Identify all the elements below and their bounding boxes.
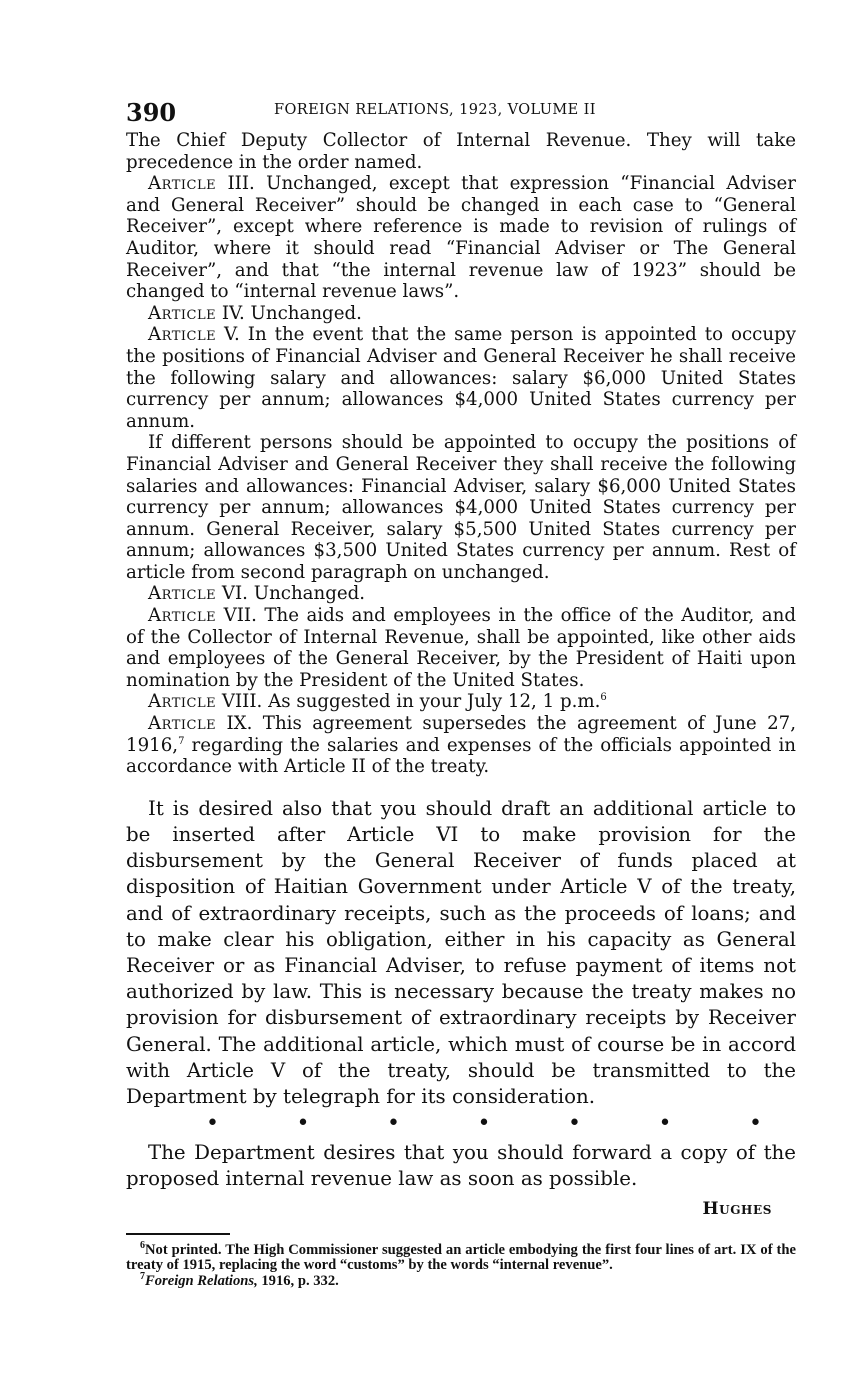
article-iv-paragraph [126,303,796,325]
dot: • [568,1111,581,1137]
footnote-text: 1916, p. 332. [257,1272,339,1289]
footnote-6 [126,1239,796,1274]
running-head: FOREIGN RELATIONS, 1923, VOLUME II [274,102,596,118]
footnote-marker: 7 [178,735,185,747]
paragraph: If different persons should be appointed to occupy the positions of Financial Adviser and General Receiver they shall receive the following salaries and allowances: Financial Adviser, salary $6,000 United States currency per annum; allowances $4,000 United States currency per annum. General Receiver, salary $5,500 United States currency per annum; allowances $3,500 United States currency per annum. Rest of article from second paragraph on unchanged. [126,432,796,583]
article-text: V. In the event that the same person is appointed to occupy the positions of Financial Adviser and General Receiver he shall receive the following salary and allowances: salary $6,000 United States currency per annum; allowances $4,000 United States currency per annum. [126,324,796,432]
footnote-divider [126,1233,230,1235]
article-text: IX. This agreement supersedes the agreement of June 27, 1916, [126,713,796,756]
document-page [126,96,796,1289]
dot: • [658,1111,672,1137]
dot: • [296,1111,310,1137]
article-vii-paragraph [126,605,796,691]
article-text: VI. Unchanged. [216,583,366,605]
article-label: Article [148,691,217,713]
instruction-body [126,796,796,1193]
article-text: IV. Unchanged. [216,302,362,324]
article-label: Article [148,302,217,324]
paragraph: The Chief Deputy Collector of Internal Revenue. They will take precedence in the order named. [126,130,796,173]
article-label: Article [148,605,217,627]
footnote-7 [126,1270,796,1290]
article-label: Article [148,583,217,605]
telegram-body [126,130,796,778]
dot: • [749,1111,762,1137]
article-text: III. Unchanged, except that expression “Financial Adviser and General Receiver” should be changed in each case to “General Receiver”, except where reference is made to revision of rulings of Auditor, where it should read “Financial Adviser or The General Receiver”, and that “the internal revenue law of 1923” should be changed to “internal revenue laws”. [126,173,796,303]
article-label: Article [148,713,217,735]
article-iii-paragraph [126,173,796,303]
article-vi-paragraph [126,583,796,605]
paragraph: It is desired also that you should draft an additional article to be inserted after Article VI to make provision for the disbursement by the General Receiver of funds placed at disposition of Haitian Government under Article V of the treaty, and of extraordinary receipts, such as the proceeds of loans; and to make clear his obligation, either in his capacity as General Receiver or as Financial Adviser, to refuse payment of items not authorized by law. This is necessary because the treaty makes no provision for disbursement of extraordinary receipts by Receiver General. The additional article, which must of course be in accord with Article V of the treaty, should be transmitted to the Department by telegraph for its consideration. [126,796,796,1109]
footnote-mark: 6 [140,1239,145,1251]
article-viii-paragraph [126,691,796,713]
footnote-title: Foreign Relations, [145,1272,258,1289]
article-text: VII. The aids and employees in the office of the Auditor, and of the Collector of Internal Revenue, shall be appointed, like other aids and employees of the General Receiver, by the President of Haiti upon nomination by the President of the United States. [126,605,796,691]
article-ix-paragraph [126,713,796,778]
article-v-paragraph [126,324,796,432]
article-label: Article [148,324,217,346]
footnote-mark: 7 [140,1270,145,1282]
dot: • [206,1111,219,1137]
article-text: VIII. As suggested in your July 12, 1 p.m. [216,691,601,713]
signature: Hughes [702,1198,772,1219]
dot: • [477,1111,491,1137]
dot: • [387,1111,400,1137]
footnote-text: Not printed. The High Commissioner suggested an article embodying the first four lines of art. IX of the treaty of 1915, replacing the word “customs” by the words “internal revenue”. [126,1241,796,1274]
article-text: regarding the salaries and expenses of the officials appointed in accordance with Article II of the treaty. [126,734,796,778]
page-header [126,96,796,130]
omission-dots [126,1111,796,1137]
paragraph: The Department desires that you should forward a copy of the proposed internal revenue law as soon as possible. [126,1141,796,1191]
footnote-marker: 6 [600,692,607,704]
footnotes [126,1239,796,1290]
article-label: Article [148,173,217,195]
page-number: 390 [126,98,177,127]
